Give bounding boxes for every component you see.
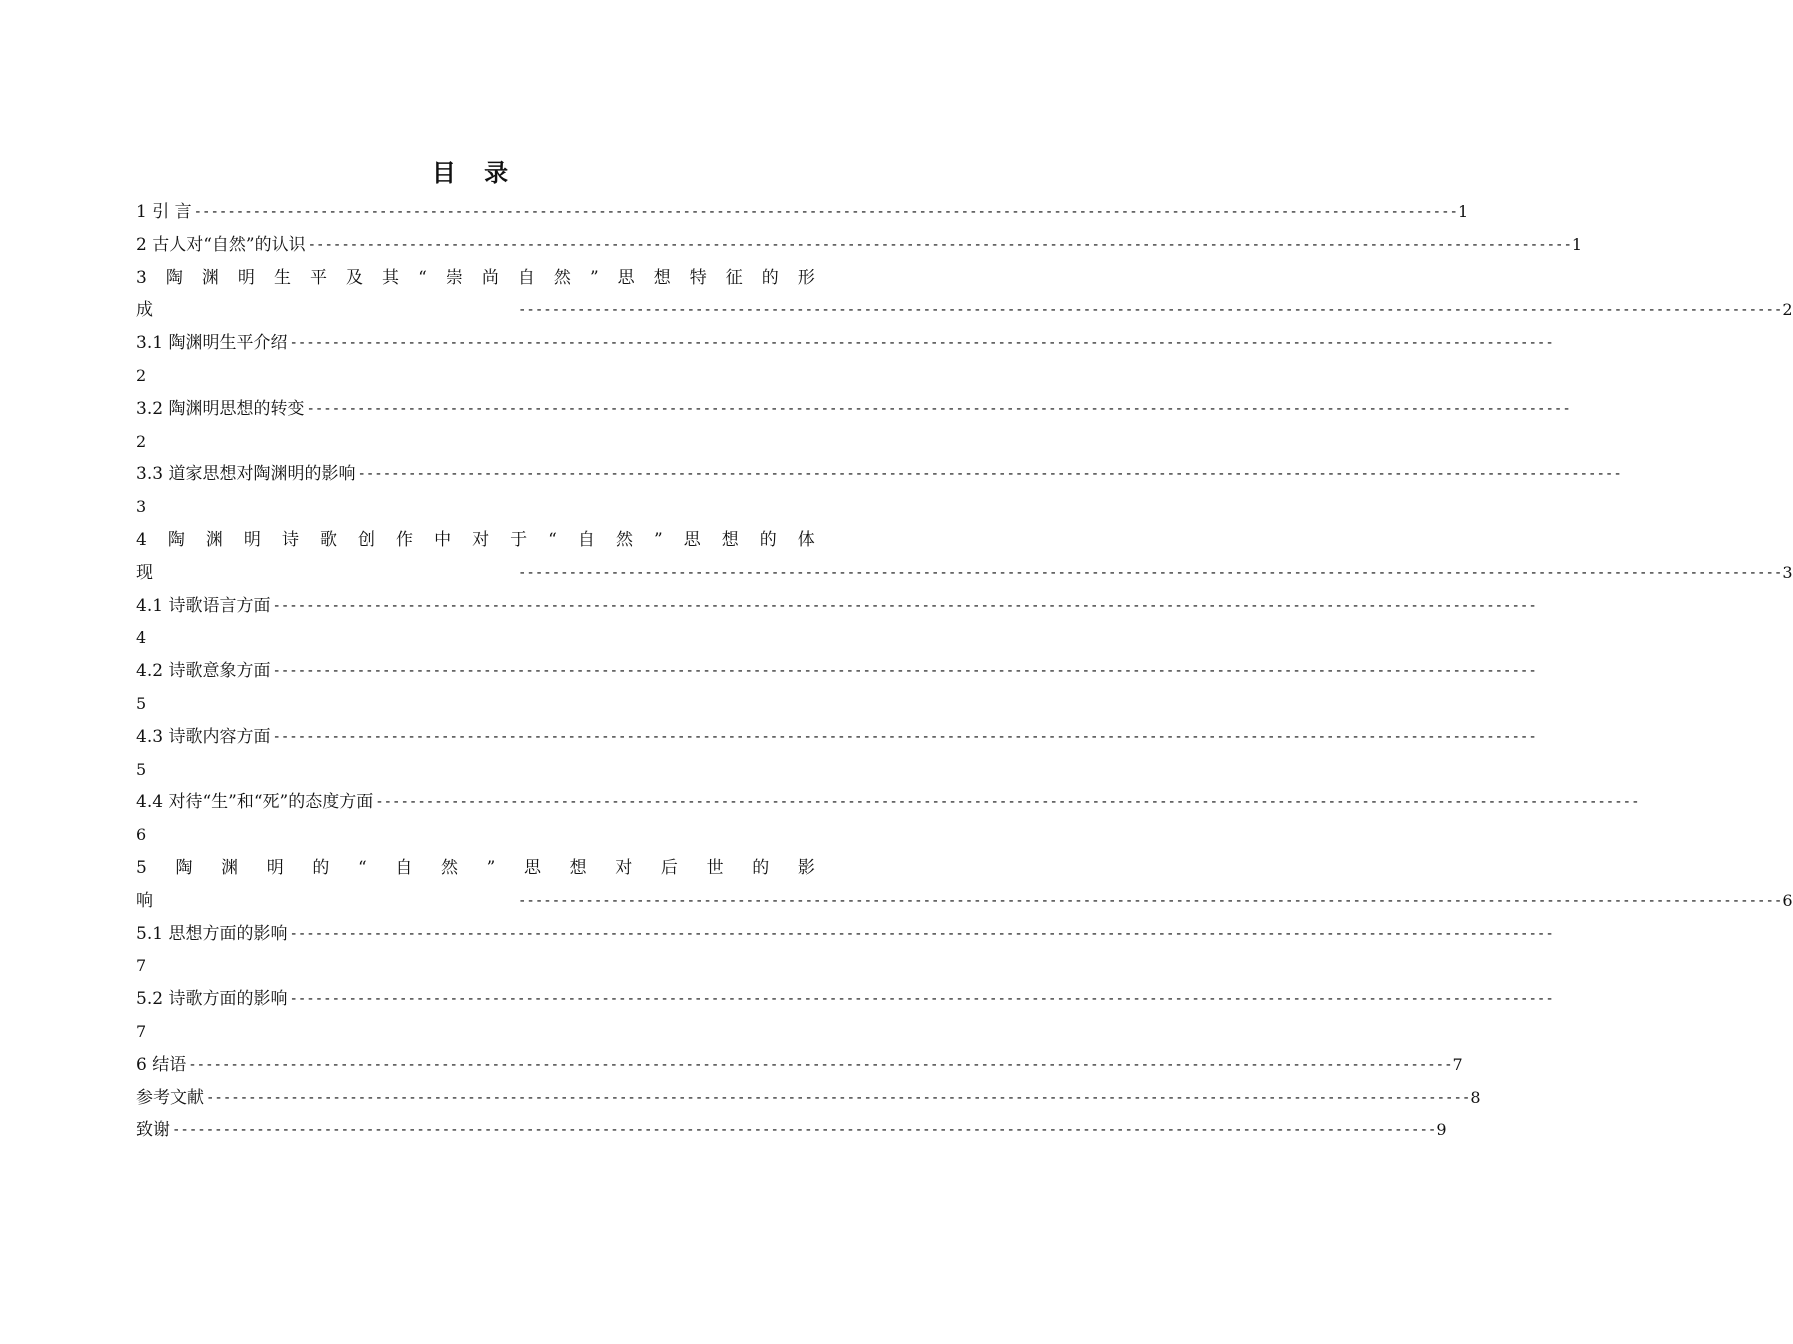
dot-leader: ------------------------------------------------------------------------------------------------------------------------------------------------------ <box>289 991 1554 1008</box>
toc-char: 平 <box>309 267 327 288</box>
toc-page-number: 7 <box>136 956 147 976</box>
toc-entry[interactable] <box>136 229 1583 262</box>
toc-char: 的 <box>752 857 770 878</box>
dot-leader: ------------------------------------------------------------------------------------------------------------------------------------------------------ <box>518 302 1783 319</box>
toc-char: 生 <box>273 267 291 288</box>
toc-char: 歌 <box>319 529 337 550</box>
toc-entry-label: 5.1 思想方面的影响 <box>136 923 288 944</box>
toc-entry[interactable] <box>136 458 1622 524</box>
dot-leader: ------------------------------------------------------------------------------------------------------------------------------------------------------ <box>306 400 1571 417</box>
toc-line <box>136 1082 1481 1115</box>
dot-leader: ------------------------------------------------------------------------------------------------------------------------------------------------------ <box>518 892 1783 909</box>
toc-char: 形 <box>797 267 815 288</box>
toc-char: 渊 <box>221 857 239 878</box>
toc-row <box>136 852 815 885</box>
toc-row <box>136 918 1554 951</box>
toc-char: 诗 <box>281 529 299 550</box>
toc-char: 特 <box>689 267 707 288</box>
toc-page-number: 3 <box>136 497 147 517</box>
toc-char: 然 <box>553 267 571 288</box>
toc-row <box>136 950 815 983</box>
toc-char: 想 <box>569 857 587 878</box>
toc-char: ” <box>653 529 663 550</box>
toc-line <box>136 557 1793 590</box>
toc-char: 渊 <box>205 529 223 550</box>
toc-char: 的 <box>759 529 777 550</box>
toc-entry-label: 3.3 道家思想对陶渊明的影响 <box>136 464 356 485</box>
toc-row <box>136 229 1583 262</box>
toc-row <box>136 1016 815 1049</box>
toc-char: 想 <box>721 529 739 550</box>
toc-char: 体 <box>797 529 815 550</box>
toc-row <box>136 786 1640 819</box>
dot-leader: ------------------------------------------------------------------------------------------------------------------------------------------------------ <box>193 204 1458 220</box>
toc-char: 明 <box>266 857 284 878</box>
dot-leader: ------------------------------------------------------------------------------------------------------------------------------------------------------ <box>518 564 1783 581</box>
toc-line <box>136 294 1793 327</box>
dot-leader: ------------------------------------------------------------------------------------------------------------------------------------------------------ <box>172 1122 1437 1139</box>
dot-leader: ------------------------------------------------------------------------------------------------------------------------------------------------------ <box>357 466 1622 483</box>
toc-char: “ <box>548 529 557 550</box>
toc-row <box>136 1082 1481 1115</box>
toc-row <box>136 327 1554 360</box>
toc-entry-label: 参考文献 <box>136 1087 204 1108</box>
toc-char: ” <box>589 267 599 288</box>
toc-entry[interactable] <box>136 196 1469 229</box>
toc-char: 明 <box>243 529 261 550</box>
toc-row <box>136 426 815 459</box>
toc-char: 明 <box>237 267 255 288</box>
toc-entry-label <box>136 852 815 885</box>
toc-char: 对 <box>472 529 490 550</box>
toc-page-number: 7 <box>1452 1054 1463 1074</box>
toc-row <box>136 885 1793 918</box>
toc-row <box>136 262 815 295</box>
toc-entry-label: 6 结语 <box>136 1054 187 1075</box>
toc-char: 于 <box>510 529 528 550</box>
toc-char: 创 <box>358 529 376 550</box>
toc-entry[interactable] <box>136 918 1554 984</box>
toc-entry-label-continued: 现 <box>136 562 153 583</box>
toc-char: 思 <box>524 857 541 878</box>
toc-char: 自 <box>517 267 535 288</box>
toc-char: 的 <box>312 857 330 878</box>
toc-entry[interactable] <box>136 524 1793 590</box>
toc-page-number: 2 <box>136 365 147 385</box>
toc-page-number: 5 <box>136 759 147 779</box>
toc-char: 思 <box>683 529 701 550</box>
toc-page-number: 4 <box>136 628 147 648</box>
toc-line <box>136 590 1537 623</box>
dot-leader: ------------------------------------------------------------------------------------------------------------------------------------------------------ <box>375 794 1640 811</box>
toc-char: “ <box>358 857 367 878</box>
toc-char: 自 <box>395 857 413 878</box>
toc-line <box>136 1049 1463 1082</box>
toc-row <box>136 819 815 852</box>
toc-entry-label: 4.4 对待“生”和“死”的态度方面 <box>136 792 374 813</box>
toc-char: 思 <box>617 267 635 288</box>
toc-char: 渊 <box>201 267 219 288</box>
toc-row <box>136 1114 1447 1147</box>
toc-entry-label: 2 古人对“自然”的认识 <box>136 234 306 255</box>
toc-char: 4 <box>136 529 147 550</box>
toc-char: 陶 <box>175 857 193 878</box>
toc-char: 崇 <box>445 267 463 288</box>
toc-char: 作 <box>396 529 414 550</box>
dot-leader: ------------------------------------------------------------------------------------------------------------------------------------------------------ <box>272 728 1537 745</box>
dot-leader: ------------------------------------------------------------------------------------------------------------------------------------------------------ <box>307 236 1572 253</box>
dot-leader: ------------------------------------------------------------------------------------------------------------------------------------------------------ <box>272 663 1537 680</box>
toc-row <box>136 557 1793 590</box>
toc-line <box>136 655 1537 688</box>
toc-row <box>136 524 815 557</box>
toc-char: 陶 <box>167 529 185 550</box>
dot-leader: ------------------------------------------------------------------------------------------------------------------------------------------------------ <box>188 1056 1453 1073</box>
toc-char: 对 <box>615 857 633 878</box>
toc-page-number: 9 <box>1436 1120 1447 1140</box>
toc-row <box>136 688 815 721</box>
toc-page-number: 2 <box>136 431 147 451</box>
toc-entry-label-continued: 响 <box>136 890 153 911</box>
toc-char: 陶 <box>165 267 183 288</box>
toc-row <box>136 360 815 393</box>
toc-char: 其 <box>382 267 400 288</box>
toc-char: 的 <box>761 267 779 288</box>
toc-entry[interactable] <box>136 590 1537 656</box>
toc-char: 及 <box>346 267 364 288</box>
toc-line <box>136 196 1469 229</box>
toc-line <box>136 327 1554 360</box>
toc-line <box>136 983 1554 1016</box>
table-of-contents <box>136 196 1793 1147</box>
toc-entry[interactable] <box>136 721 1537 787</box>
toc-entry[interactable] <box>136 1082 1481 1115</box>
toc-line <box>136 393 1571 426</box>
toc-page-number: 1 <box>1457 202 1469 221</box>
toc-page-number: 5 <box>136 693 147 713</box>
toc-row <box>136 491 815 524</box>
toc-page-number: 2 <box>1782 300 1793 320</box>
toc-char: 然 <box>615 529 633 550</box>
toc-line <box>136 1114 1447 1147</box>
toc-line <box>136 458 1622 491</box>
toc-row <box>136 196 1469 229</box>
toc-entry[interactable] <box>136 1049 1463 1082</box>
toc-row <box>136 1049 1463 1082</box>
toc-line <box>136 918 1554 951</box>
dot-leader: ------------------------------------------------------------------------------------------------------------------------------------------------------ <box>289 925 1554 942</box>
toc-entry-label: 4.1 诗歌语言方面 <box>136 595 271 616</box>
toc-char: 影 <box>797 857 815 878</box>
toc-entry[interactable] <box>136 655 1537 721</box>
toc-char: 世 <box>706 857 724 878</box>
toc-page-number: 1 <box>1571 234 1583 254</box>
toc-page-number: 6 <box>136 825 147 845</box>
toc-char: 5 <box>136 857 147 878</box>
toc-page-number: 3 <box>1782 562 1793 582</box>
toc-row <box>136 622 815 655</box>
toc-entry[interactable] <box>136 262 1793 328</box>
toc-page-number: 6 <box>1782 890 1793 910</box>
toc-entry-label: 4.3 诗歌内容方面 <box>136 726 271 747</box>
toc-line <box>136 885 1793 918</box>
toc-line <box>136 786 1640 819</box>
toc-entry[interactable] <box>136 786 1640 852</box>
toc-entry[interactable] <box>136 327 1554 393</box>
toc-entry-label: 致谢 <box>136 1120 170 1141</box>
toc-line <box>136 721 1537 754</box>
toc-page-number: 8 <box>1470 1087 1481 1107</box>
toc-row <box>136 754 815 787</box>
toc-char: 中 <box>434 529 452 550</box>
dot-leader: ------------------------------------------------------------------------------------------------------------------------------------------------------ <box>289 335 1554 352</box>
toc-page-number: 7 <box>136 1021 147 1041</box>
toc-row <box>136 655 1537 688</box>
toc-entry-label <box>136 262 815 295</box>
toc-entry-label: 3.1 陶渊明生平介绍 <box>136 333 288 354</box>
dot-leader: ------------------------------------------------------------------------------------------------------------------------------------------------------ <box>206 1089 1471 1106</box>
toc-row <box>136 393 1571 426</box>
toc-row <box>136 590 1537 623</box>
toc-entry[interactable] <box>136 983 1554 1049</box>
toc-entry-label: 5.2 诗歌方面的影响 <box>136 989 288 1010</box>
toc-char: 自 <box>577 529 595 550</box>
toc-char: 尚 <box>481 267 499 288</box>
toc-row <box>136 721 1537 754</box>
toc-char: “ <box>418 267 427 288</box>
toc-entry-label-continued: 成 <box>136 300 153 321</box>
toc-entry[interactable] <box>136 1114 1447 1147</box>
toc-entry[interactable] <box>136 393 1571 459</box>
toc-char: 后 <box>660 857 678 878</box>
toc-char: 征 <box>725 267 743 288</box>
toc-char: 想 <box>653 267 671 288</box>
toc-char: ” <box>486 857 496 878</box>
toc-entry-label: 4.2 诗歌意象方面 <box>136 661 271 682</box>
toc-entry[interactable] <box>136 852 1793 918</box>
toc-line <box>136 229 1583 262</box>
toc-entry-label <box>136 524 815 557</box>
toc-entry-label: 1 引 言 <box>136 202 192 222</box>
toc-entry-label: 3.2 陶渊明思想的转变 <box>136 398 305 419</box>
dot-leader: ------------------------------------------------------------------------------------------------------------------------------------------------------ <box>272 597 1537 614</box>
toc-char: 3 <box>136 267 147 288</box>
toc-row <box>136 458 1622 491</box>
toc-char: 然 <box>441 857 459 878</box>
toc-row <box>136 983 1554 1016</box>
toc-row <box>136 294 1793 327</box>
toc-title: 目 录 <box>431 159 519 187</box>
